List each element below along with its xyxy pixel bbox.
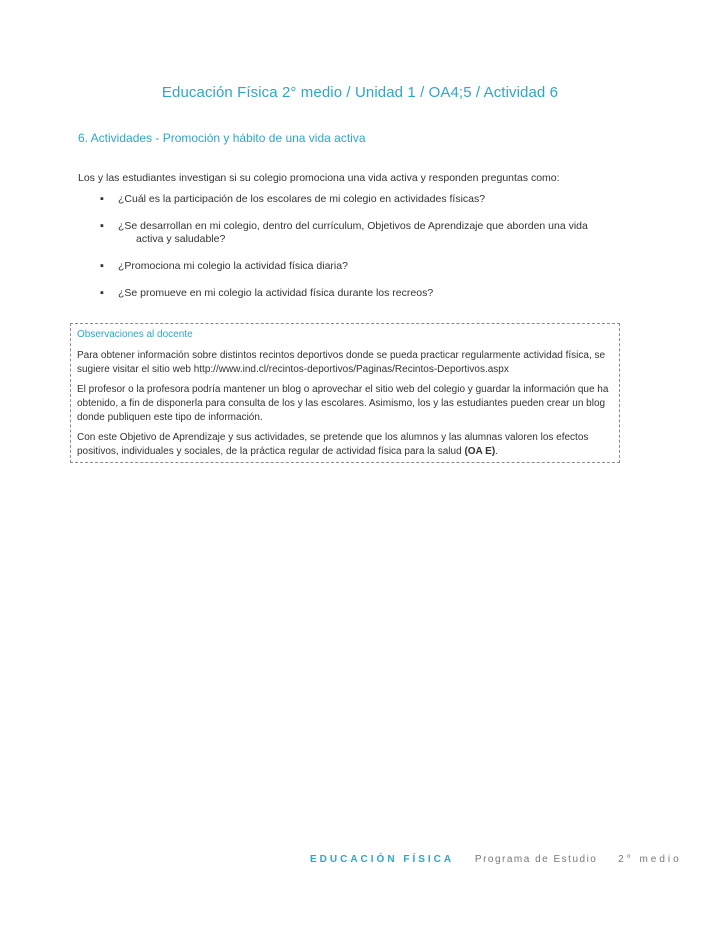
footer-subject: EDUCACIÓN FÍSICA: [310, 854, 455, 865]
list-item-text: ¿Se promueve en mi colegio la actividad física durante los recreos?: [118, 287, 434, 299]
list-item-text: ¿Promociona mi colegio la actividad física diaria?: [118, 260, 348, 272]
footer-semester: 2° medio: [618, 854, 682, 865]
page-title: Educación Física 2° medio / Unidad 1 / OA4;5 / Actividad 6: [161, 84, 559, 101]
observations-paragraph-objective: [77, 431, 617, 459]
page-footer: [310, 854, 682, 865]
list-item-text: ¿Se desarrollan en mi colegio, dentro del currículum, Objetivos de Aprendizaje que aborden una vida: [118, 220, 588, 232]
objective-code: (OA E): [464, 446, 496, 457]
intro-paragraph: Los y las estudiantes investigan si su colegio promociona una vida activa y responden preguntas como:: [78, 172, 560, 184]
list-item: [100, 287, 620, 300]
question-list: [100, 193, 620, 314]
observations-paragraph-blog: El profesor o la profesora podría mantener un blog o aprovechar el sitio web del colegio y guardar la información que ha obtenido, a fin de disponerla para consulta de los y las escolares. Asimismo, los y las estudiantes pueden crear un blog donde publiquen este tipo de información.: [77, 384, 609, 423]
section-heading: 6. Actividades - Promoción y hábito de una vida activa: [78, 131, 366, 145]
list-item: [100, 260, 620, 273]
observations-title: Observaciones al docente: [77, 329, 193, 340]
footer-program: Programa de Estudio: [474, 854, 598, 865]
list-item-text-continued: activa y saludable?: [136, 233, 226, 245]
list-item-text: ¿Cuál es la participación de los escolares de mi colegio en actividades físicas?: [118, 193, 486, 205]
observations-paragraph-resources: Para obtener información sobre distintos recintos deportivos donde se pueda practicar regularmente actividad física, se sugiere visitar el sitio web http://www.ind.cl/recintos-deportivos/Paginas/Recintos-Deportivos.aspx: [77, 350, 606, 375]
list-item: [100, 220, 608, 246]
objective-text: Con este Objetivo de Aprendizaje y sus actividades, se pretende que los alumnos y las alumnas valoren los efectos positivos, individuales y sociales, de la práctica regular de actividad física para la salud (OA E).: [77, 432, 589, 457]
list-item: [100, 193, 620, 206]
